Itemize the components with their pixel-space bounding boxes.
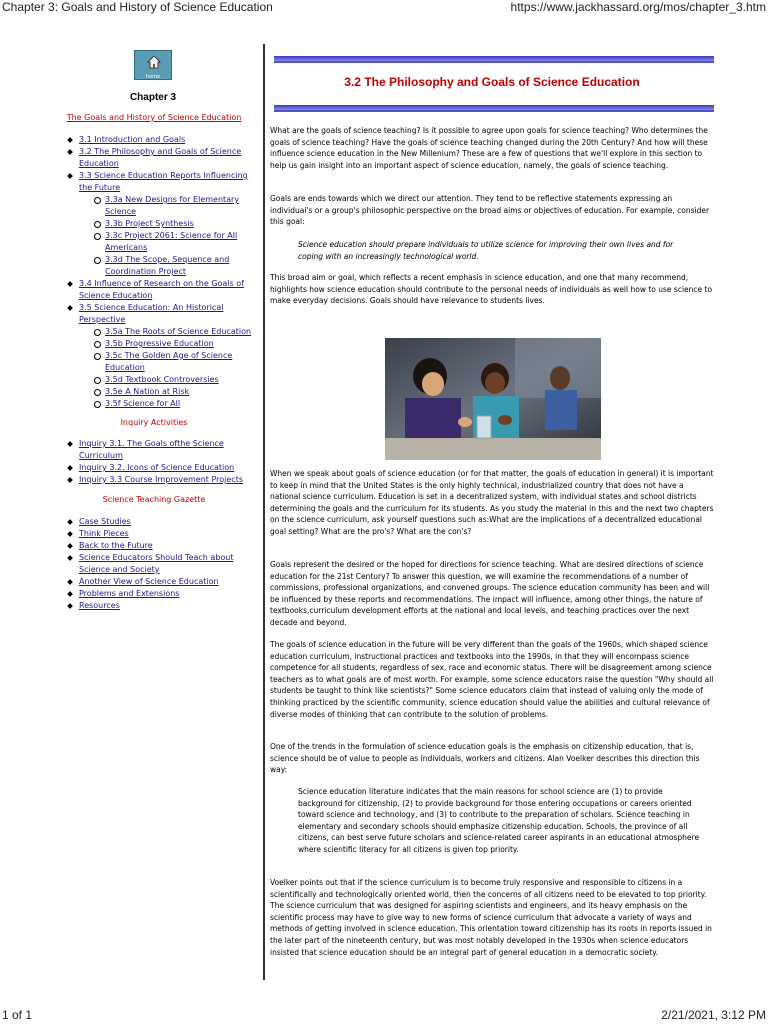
print-page-number: 1 of 1 — [2, 1008, 33, 1022]
toc-link-3-5d[interactable]: 3.5d Textbook Controversies — [105, 375, 219, 384]
gazette-link-think-pieces[interactable]: Think Pieces — [79, 529, 129, 538]
home-label: home — [145, 74, 161, 80]
title-divider-bar — [274, 105, 714, 112]
toc-item — [58, 278, 258, 302]
inquiry-heading: Inquiry Activities — [120, 418, 188, 427]
paragraph-5: Goals represent the desired or the hoped for directions for science teaching. What are desired directions of science education for the 21st Century? To answer this question, we will examine the recommendations of a number of commissions, professional organizations, and convened groups. The science education community has been and will be influenced by these reports and recommendations. The impact will influence, among other things, the nature of textbooks,curriculum development efforts at the national and local levels, and teaching practices over the next decade and beyond. — [270, 560, 710, 627]
toc-link-3-5c[interactable]: 3.5c The Golden Age of Science Education — [105, 351, 233, 372]
gazette-link-problems[interactable]: Problems and Extensions — [79, 589, 180, 598]
inquiry-item — [58, 474, 258, 486]
inquiry-link-3-2[interactable]: Inquiry 3.2. Icons of Science Education — [79, 463, 235, 472]
gazette-link-case-studies[interactable]: Case Studies — [79, 517, 131, 526]
chapter-title: Chapter 3 — [129, 92, 177, 103]
classroom-photo — [385, 338, 601, 460]
toc-item — [58, 170, 258, 194]
quote-goal: Science education should prepare individuals to utilize science for improving their own lives and for coping with an increasingly technological world. — [298, 240, 674, 261]
toc-item — [58, 218, 258, 230]
print-header — [0, 0, 768, 16]
students-photo-image — [385, 338, 601, 460]
toc-link-3-5b[interactable]: 3.5b Progressive Education — [105, 339, 214, 348]
toc-item — [58, 338, 258, 350]
paragraph-7: One of the trends in the formulation of science education goals is the emphasis on citizenship education, that is, science should be of value to people as individuals, workers and citizens. Alan Voelker describes this direction this way: — [270, 742, 700, 775]
toc-link-3-5a[interactable]: 3.5a The Roots of Science Education — [105, 327, 252, 336]
toc-item — [58, 146, 258, 170]
chapter-subtitle-link[interactable]: The Goals and History of Science Education — [66, 113, 242, 122]
toc-item — [58, 302, 258, 326]
gazette-item — [58, 600, 258, 612]
home-icon — [147, 55, 161, 69]
gazette-link-back-to-future[interactable]: Back to the Future — [79, 541, 153, 550]
toc-link-3-3d[interactable]: 3.3d The Scope, Sequence and Coordination Project — [105, 255, 230, 276]
toc-link-3-5e[interactable]: 3.5e A Nation at Risk — [105, 387, 190, 396]
toc-item — [58, 326, 258, 338]
print-datetime: 2/21/2021, 3:12 PM — [661, 1008, 766, 1022]
toc-link-3-2[interactable]: 3.2 The Philosophy and Goals of Science Education — [79, 147, 242, 168]
page-title: 3.2 The Philosophy and Goals of Science Education — [344, 75, 640, 89]
inquiry-link-3-1[interactable]: Inquiry 3.1. The Goals ofthe Science Curriculum — [79, 439, 224, 460]
gazette-item — [58, 576, 258, 588]
gazette-link-another-view[interactable]: Another View of Science Education — [79, 577, 219, 586]
top-divider-bar — [274, 56, 714, 63]
toc-link-3-4[interactable]: 3.4 Influence of Research on the Goals of Science Education — [79, 279, 244, 300]
paragraph-6: The goals of science education in the future will be very different than the goals of the 1960s, which shaped science education curriculum, instructional practices and textbooks into the 1990s, in that they will encompass science competence for all students, regardless of sex, race and economic status. There will be disagreement among science teachers as to what goals are of most worth. For example, some science educators raise the question "Why should all students be taught to think like scientists?" Some science educators claim that instead of valuing only the mode of thinking practiced by the scientific community, science education should value the abilities and cultural relevance of diverse modes of thinking that can contribute to the solution of problems. — [270, 640, 714, 719]
toc-item — [58, 386, 258, 398]
gazette-item — [58, 552, 258, 576]
toc-link-3-5f[interactable]: 3.5f Science for All — [105, 399, 181, 408]
gazette-item — [58, 516, 258, 528]
print-page-title: Chapter 3: Goals and History of Science Education — [2, 0, 273, 14]
toc-item — [58, 194, 258, 218]
toc-link-3-3c[interactable]: 3.3c Project 2061: Science for All Americans — [105, 231, 238, 252]
inquiry-item — [58, 438, 258, 462]
print-url: https://www.jackhassard.org/mos/chapter_3.htm — [510, 0, 766, 14]
toc-link-3-3[interactable]: 3.3 Science Education Reports Influencing the Future — [79, 171, 248, 192]
toc-link-3-1[interactable]: 3.1 Introduction and Goals — [79, 135, 186, 144]
gazette-heading: Science Teaching Gazette — [102, 495, 206, 504]
quote-voelker: Science education literature indicates that the main reasons for school science are (1) to provide background for citizenship, (2) to provide background for those entering occupations or careers oriented toward science and technology, and (3) to contribute to the preparation of scholars. Science teaching in elementary and secondary schools should emphasize citizenship education. Schools, the province of all citizens, can best serve future scholars and science-related career aspirants in an educational atmosphere where scientific literacy for all citizens is given top priority. — [298, 787, 700, 854]
toc-link-3-5[interactable]: 3.5 Science Education: An Historical Perspective — [79, 303, 224, 324]
toc-list — [58, 134, 258, 410]
toc-item — [58, 254, 258, 278]
gazette-item — [58, 540, 258, 552]
gazette-item — [58, 588, 258, 600]
home-button[interactable] — [134, 50, 172, 80]
column-divider — [263, 44, 265, 980]
paragraph-1: What are the goals of science teaching? Is it possible to agree upon goals for science teaching? Who determines the goals of science teaching? Have the goals of science teaching changed during the 20th Century? And how will these influence science education in the New Millenium? These are a few of questions that we'll explore in this section to help us gain insight into an important aspect of science education, namely, the goals of science teaching. — [270, 126, 708, 170]
toc-item — [58, 398, 258, 410]
paragraph-8: Voelker points out that if the science curriculum is to become truly responsive and responsible to citizens in a scientifically and technologically oriented world, then the concerns of all citizens need to be elevated to top priority. The science curriculum that was designed for aspiring scientists and engineers, and its heavy emphasis on the scientific process may have to give way to new forms of science curriculum that advocate a variety of ways and methods of getting involved in science education. This orientation toward citizenship has its roots in reports issued in the later part of the nineteenth century, but was most notably developed in the 1930s when science educators insisted that science education should be an integral part of general education in a democratic society. — [270, 878, 712, 957]
print-footer — [0, 1008, 768, 1024]
paragraph-4: When we speak about goals of science education (or for that matter, the goals of education in general) it is important to keep in mind that the United States is the only highly technical, industrialized country that does not have a national science curriculum. Education is set in a decentralized system, with individual states and school districts determining the goals and the curriculum for its students. As you study the material in this and the next two chapters on the science curriculum, ask yourself questions such as:What are the implications of a decentralized educational goal setting? What are the pro's? What are the con's? — [270, 469, 714, 536]
toc-link-3-3b[interactable]: 3.3b Project Synthesis — [105, 219, 194, 228]
paragraph-3: This broad aim or goal, which reflects a recent emphasis in science education, and one that many recommend, highlights how science education should contribute to the personal needs of individuals as well how to use science to make everyday decisions. Goals should have relevance to students lives. — [270, 273, 713, 306]
toc-item — [58, 350, 258, 374]
toc-item — [58, 230, 258, 254]
inquiry-item — [58, 462, 258, 474]
gazette-list — [58, 516, 258, 612]
paragraph-2: Goals are ends towards which we direct our attention. They tend to be reflective statements expressing an individual's or a group's philosophic perspective on the broad aims or objectives of education. For example, consider this goal: — [270, 194, 710, 227]
gazette-link-resources[interactable]: Resources — [79, 601, 120, 610]
toc-item — [58, 374, 258, 386]
gazette-link-science-society[interactable]: Science Educators Should Teach about Science and Society — [79, 553, 234, 574]
toc-link-3-3a[interactable]: 3.3a New Designs for Elementary Science — [105, 195, 240, 216]
inquiry-list — [58, 438, 258, 486]
toc-item — [58, 134, 258, 146]
inquiry-link-3-3[interactable]: Inquiry 3.3 Course Improvement Projects — [79, 475, 244, 484]
gazette-item — [58, 528, 258, 540]
